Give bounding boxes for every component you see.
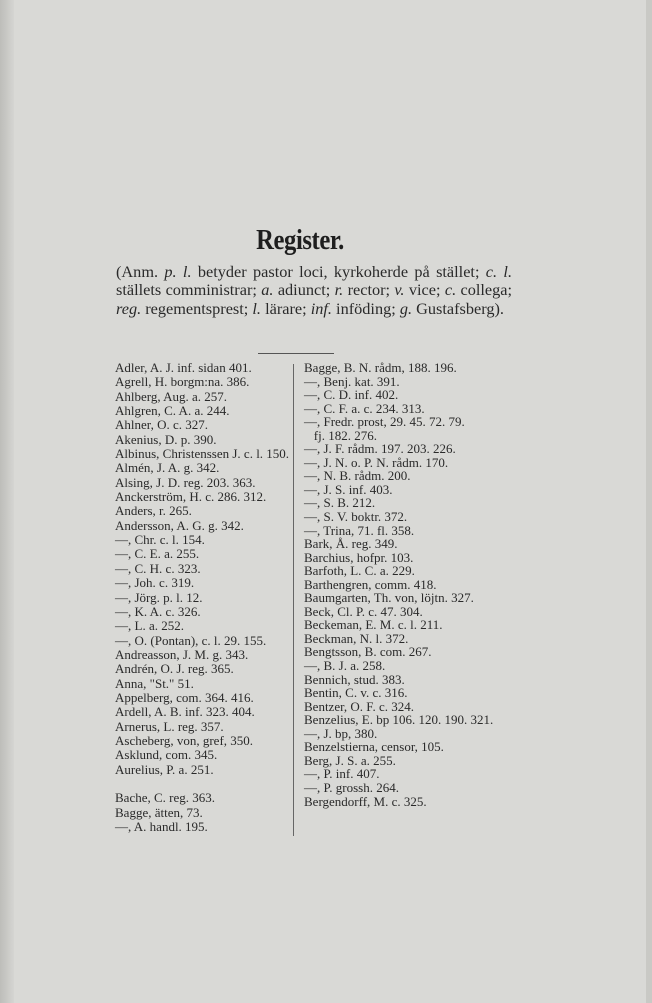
index-entry: Ahlberg, Aug. a. 257. [115, 388, 228, 404]
index-entry: Ardell, A. B. inf. 323. 404. [115, 704, 255, 720]
index-entry: Agrell, H. borgm:na. 386. [115, 374, 250, 390]
index-entry: Beck, Cl. P. c. 47. 304. [304, 603, 423, 619]
index-entry: —, Jörg. p. l. 12. [115, 589, 203, 605]
index-entry: Bentzer, O. F. c. 324. [304, 698, 414, 714]
index-entry: —, J. N. o. P. N. rådm. 170. [304, 454, 449, 470]
index-entry: Aurelius, P. a. 251. [115, 761, 214, 777]
index-entry: Asklund, com. 345. [115, 747, 218, 763]
index-entry: —, K. A. c. 326. [115, 603, 201, 619]
index-entry: Arnerus, L. reg. 357. [115, 718, 224, 734]
index-entry: Anders, r. 265. [115, 503, 192, 519]
index-entry: —, C. F. a. c. 234. 313. [304, 400, 425, 416]
index-entry: —, S. V. boktr. 372. [304, 509, 408, 525]
index-entry: —, Trina, 71. fl. 358. [304, 522, 415, 538]
index-entry: Barthengren, comm. 418. [304, 576, 437, 592]
index-entry: Beckman, N. l. 372. [304, 630, 409, 646]
index-column-right [304, 361, 493, 808]
column-divider [293, 364, 294, 836]
index-entry: Almén, J. A. g. 342. [115, 460, 220, 476]
index-entry: —, Chr. c. l. 154. [115, 532, 205, 548]
index-entry: Bache, C. reg. 363. [115, 790, 216, 806]
abbreviation: g. [399, 298, 413, 318]
page-binding-edge [0, 0, 14, 1003]
index-entry: —, A. handl. 195. [115, 819, 208, 834]
note-text: adiunct; [273, 280, 335, 300]
index-entry: —, J. bp, 380. [304, 725, 378, 741]
index-entry: Appelberg, com. 364. 416. [115, 689, 254, 705]
section-divider [258, 353, 334, 354]
note-text: betyder pastor loci, kyrkoherde på stället; [191, 262, 486, 281]
index-entry: Benzelstierna, censor, 105. [304, 739, 444, 755]
index-entry: Beckeman, E. M. c. l. 211. [304, 617, 443, 633]
index-entry: Berg, J. S. a. 255. [304, 752, 396, 768]
index-entry: —, S. B. 212. [304, 495, 376, 511]
index-entry: —, J. F. rådm. 197. 203. 226. [304, 441, 456, 457]
index-entry: Bentin, C. v. c. 316. [304, 685, 408, 701]
note-text: regementsprest; [141, 298, 253, 318]
index-entry: Ahlgren, C. A. a. 244. [115, 403, 230, 419]
index-entry: Ahlner, O. c. 327. [115, 417, 208, 433]
abbreviation-note [116, 263, 512, 318]
index-entry: Bagge, B. N. rådm, 188. 196. [304, 360, 457, 375]
note-text: (Anm. [116, 262, 165, 281]
index-entry: —, Benj. kat. 391. [304, 373, 400, 389]
index-entry: Bengtsson, B. com. 267. [304, 644, 432, 660]
index-entry: Barfoth, L. C. a. 229. [304, 563, 415, 579]
abbreviation: r. [334, 280, 344, 300]
index-entry: Bark, Å. reg. 349. [304, 536, 398, 552]
abbreviation: p. l. [164, 262, 192, 281]
abbreviation: v. [394, 280, 405, 300]
index-entry: —, Joh. c. 319. [115, 575, 195, 591]
index-entry: —, N. B. rådm. 200. [304, 468, 411, 484]
index-entry: —, B. J. a. 258. [304, 658, 386, 674]
index-entry: Ascheberg, von, gref, 350. [115, 732, 254, 748]
index-entry: Anna, "St." 51. [115, 675, 194, 691]
index-entry: Albinus, Christenssen J. c. l. 150. [115, 446, 290, 462]
index-entry: Anckerström, H. c. 286. 312. [115, 489, 267, 505]
note-text: vice; [404, 280, 445, 300]
note-text: rector; [343, 280, 395, 300]
note-text: ställets comministrar; [116, 280, 262, 300]
page-right-edge [646, 0, 652, 1003]
index-entry: Benzelius, E. bp 106. 120. 190. 321. [304, 712, 494, 728]
index-entry: Andrén, O. J. reg. 365. [115, 661, 234, 677]
index-entry: Alsing, J. D. reg. 203. 363. [115, 474, 256, 490]
note-text: collega; [456, 280, 513, 300]
index-entry: Bergendorff, M. c. 325. [304, 793, 427, 809]
index-entry: Bennich, stud. 383. [304, 671, 405, 687]
index-entry: —, L. a. 252. [115, 618, 184, 634]
index-entry: —, Fredr. prost, 29. 45. 72. 79. [304, 414, 465, 430]
note-text: inföding; [331, 298, 400, 318]
note-text: lärare; [261, 298, 311, 318]
index-entry: Andreasson, J. M. g. 343. [115, 646, 249, 662]
abbreviation: c. [444, 280, 457, 300]
index-entry: —, C. E. a. 255. [115, 546, 200, 562]
index-entry: —, C. H. c. 323. [115, 560, 201, 576]
index-column-left [115, 361, 289, 834]
abbreviation: c. l. [485, 262, 513, 281]
index-entry: —, J. S. inf. 403. [304, 481, 393, 497]
index-entry: Bagge, ätten, 73. [115, 804, 203, 820]
index-entry: Baumgarten, Th. von, löjtn. 327. [304, 590, 474, 606]
index-entry: Akenius, D. p. 390. [115, 431, 217, 447]
abbreviation: reg. [116, 298, 142, 318]
index-entry: —, C. D. inf. 402. [304, 387, 399, 403]
index-entry: —, O. (Pontan), c. l. 29. 155. [115, 632, 267, 648]
index-entry: —, P. grossh. 264. [304, 779, 399, 795]
abbreviation: inf. [310, 298, 332, 318]
index-entry: Barchius, hofpr. 103. [304, 549, 414, 565]
abbreviation: l. [252, 298, 261, 318]
abbreviation: a. [261, 280, 274, 300]
note-text: Gustafsberg). [412, 298, 504, 318]
index-entry: —, P. inf. 407. [304, 766, 380, 782]
index-entry: fj. 182. 276. [304, 427, 377, 443]
page-title: Register. [256, 224, 344, 256]
index-entry: Adler, A. J. inf. sidan 401. [115, 360, 252, 375]
index-entry: Andersson, A. G. g. 342. [115, 517, 244, 533]
